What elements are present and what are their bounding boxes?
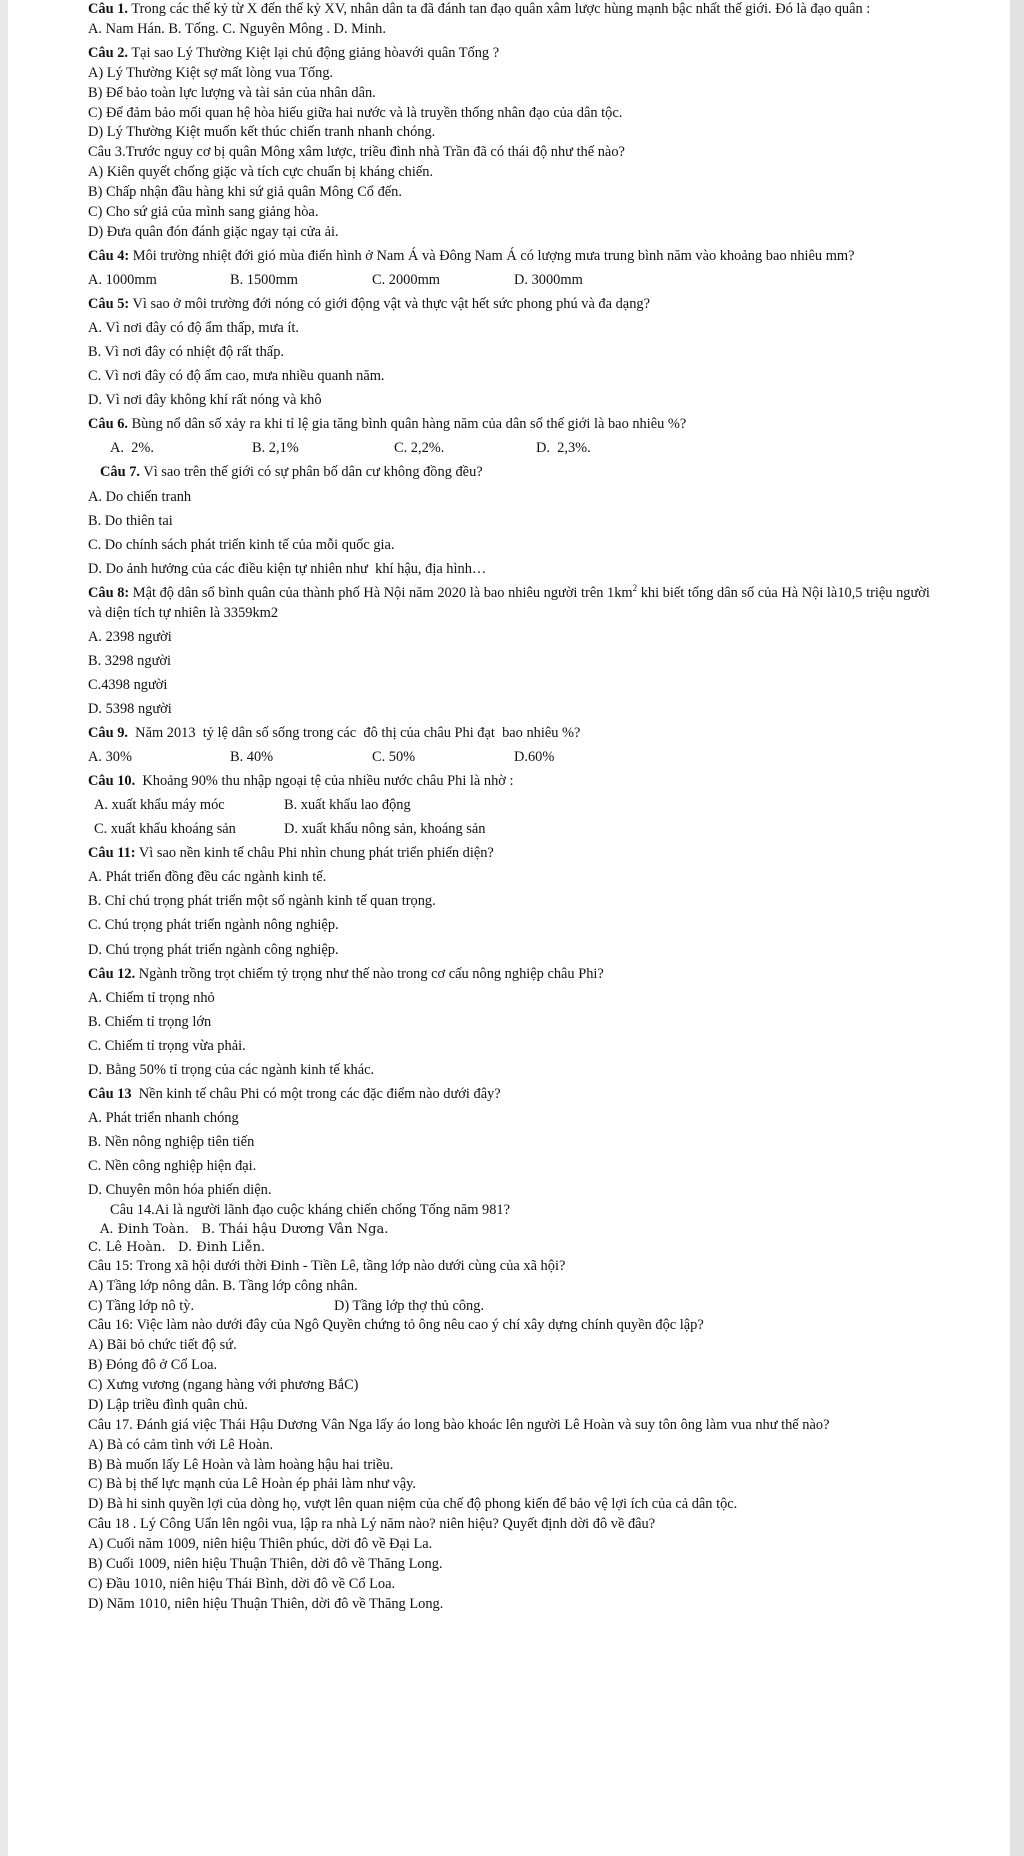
question-14-options-ab: A. Đinh Toàn. B. Thái hậu Dương Vân Nga. [100, 1221, 389, 1237]
question-16-option-b: B) Đóng đô ở Cổ Loa. [88, 1357, 218, 1374]
option-d: D. xuất khẩu nông sản, khoáng sản [284, 821, 486, 838]
option-b: B. 40% [230, 749, 274, 765]
question-9: Câu 9. Năm 2013 tỷ lệ dân số sống trong các đô thị của châu Phi đạt bao nhiêu %? [88, 724, 581, 741]
question-15-options-cd [88, 1297, 1006, 1317]
question-1-options: A. Nam Hán. B. Tống. C. Nguyên Mông . D. Minh. [88, 20, 386, 37]
option-b: B. xuất khẩu lao động [284, 797, 411, 814]
question-11-option-b: B. Chỉ chú trọng phát triển một số ngành kinh tế quan trọng. [88, 893, 436, 910]
question-13-option-c: C. Nền công nghiệp hiện đại. [88, 1158, 257, 1175]
question-17-option-d: D) Bà hi sinh quyền lợi của dòng họ, vượt lên quan niệm của chế độ phong kiến để bảo vệ lợi ích của cả dân tộc. [88, 1496, 738, 1513]
question-4: Câu 4: Môi trường nhiệt đới gió mùa điển hình ở Nam Á và Đông Nam Á có lượng mưa trung bình năm vào khoảng bao nhiêu mm? [88, 247, 855, 264]
question-18-option-d: D) Năm 1010, niên hiệu Thuận Thiên, dời đô về Thăng Long. [88, 1595, 444, 1612]
option-c: C. 50% [372, 749, 416, 765]
question-3-option-c: C) Cho sứ giả của mình sang giảng hòa. [88, 203, 319, 220]
question-5: Câu 5: Vì sao ở môi trường đới nóng có giới động vật và thực vật hết sức phong phú và đa dạng? [88, 296, 650, 312]
question-18-option-c: C) Đầu 1010, niên hiệu Thái Bình, dời đô về Cổ Loa. [88, 1575, 396, 1592]
question-16-option-c: C) Xưng vương (ngang hàng với phương BắC) [88, 1377, 359, 1393]
question-12-option-d: D. Bằng 50% tỉ trọng của các ngành kinh tế khác. [88, 1061, 375, 1078]
option-a: A. 30% [88, 749, 132, 765]
question-17-option-b: B) Bà muốn lấy Lê Hoàn và làm hoàng hậu hai triều. [88, 1456, 394, 1473]
question-15-options-ab: A) Tầng lớp nông dân. B. Tầng lớp công nhân. [88, 1277, 358, 1294]
question-8-option-a: A. 2398 người [88, 628, 172, 645]
question-2-option-b: B) Để bảo toàn lực lượng và tài sản của nhân dân. [88, 84, 376, 101]
question-3-option-b: B) Chấp nhận đầu hàng khi sứ giả quân Mông Cổ đến. [88, 184, 402, 201]
question-2-option-a: A) Lý Thường Kiệt sợ mất lòng vua Tống. [88, 64, 334, 81]
question-5-option-c: C. Vì nơi đây có độ ẩm cao, mưa nhiều quanh năm. [88, 368, 385, 385]
option-b: B. 2,1% [252, 440, 299, 457]
question-16: Câu 16: Việc làm nào dưới đây của Ngô Quyền chứng tỏ ông nêu cao ý chí xây dựng chính quyền độc lập? [88, 1317, 704, 1334]
question-17-option-a: A) Bà có cảm tình với Lê Hoàn. [88, 1436, 274, 1453]
question-12-option-b: B. Chiếm tỉ trọng lớn [88, 1013, 212, 1030]
question-8-continued: và diện tích tự nhiên là 3359km2 [88, 604, 279, 621]
question-5-option-b: B. Vì nơi đây có nhiệt độ rất thấp. [88, 344, 284, 361]
question-12-option-c: C. Chiếm tỉ trọng vừa phải. [88, 1037, 246, 1054]
question-8-option-d: D. 5398 người [88, 700, 172, 717]
question-4-options [88, 271, 1006, 291]
question-1: Câu 1. Trong các thế kỷ từ X đến thế kỷ XV, nhân dân ta đã đánh tan đạo quân xâm lược hùng mạnh bậc nhất thế giới. Đó là đạo quân : [88, 1, 871, 17]
option-d: D) Tầng lớp thợ thủ công. [334, 1297, 485, 1314]
question-3: Câu 3.Trước nguy cơ bị quân Mông xâm lược, triều đình nhà Trần đã có thái độ như thế nào? [88, 144, 625, 161]
question-8-option-c: C.4398 người [88, 676, 168, 693]
question-6-options [88, 439, 1006, 459]
question-16-option-a: A) Bãi bỏ chức tiết độ sứ. [88, 1337, 237, 1354]
question-8: Câu 8: Mật độ dân số bình quân của thành phố Hà Nội năm 2020 là bao nhiêu người trên $1km^2$ khi biết tổng dân số của Hà Nội là10,5 triệu người [88, 582, 930, 601]
question-9-options [88, 748, 1006, 768]
question-13: Câu 13 Nền kinh tế châu Phi có một trong các đặc điểm nào dưới đây? [88, 1085, 501, 1102]
question-2: Câu 2. Tại sao Lý Thường Kiệt lại chủ động giảng hòavới quân Tống ? [88, 44, 500, 61]
question-3-option-d: D) Đưa quân đón đánh giặc ngay tại cửa ải. [88, 223, 339, 240]
option-a: A. 1000mm [88, 271, 157, 288]
question-7: Câu 7. Vì sao trên thế giới có sự phân bố dân cư không đồng đều? [100, 464, 483, 481]
question-7-option-c: C. Do chính sách phát triển kinh tế của mỗi quốc gia. [88, 536, 395, 553]
question-17-option-c: C) Bà bị thế lực mạnh của Lê Hoàn ép phải làm như vậy. [88, 1476, 416, 1493]
option-d: D. 3000mm [514, 271, 583, 288]
question-6: Câu 6. Bùng nổ dân số xảy ra khi tỉ lệ gia tăng bình quân hàng năm của dân số thế giới là bao nhiêu %? [88, 416, 687, 433]
option-c: C. 2,2%. [394, 440, 445, 457]
question-14-options-cd: C. Lê Hoàn. D. Đinh Liễn. [88, 1239, 266, 1255]
question-18-option-b: B) Cuối 1009, niên hiệu Thuận Thiên, dời đô về Thăng Long. [88, 1555, 443, 1572]
question-11-option-a: A. Phát triển đồng đều các ngành kinh tế. [88, 869, 327, 886]
question-11-option-d: D. Chú trọng phát triển ngành công nghiệp. [88, 941, 339, 958]
question-18: Câu 18 . Lý Công Uẩn lên ngôi vua, lập ra nhà Lý năm nào? niên hiệu? Quyết định dời đô về đâu? [88, 1516, 656, 1533]
question-18-option-a: A) Cuối năm 1009, niên hiệu Thiên phúc, dời đô về Đại La. [88, 1536, 433, 1552]
question-10-options-cd [88, 820, 1006, 840]
question-13-option-b: B. Nền nông nghiệp tiên tiến [88, 1134, 255, 1150]
question-2-option-c: C) Để đảm bảo mối quan hệ hòa hiếu giữa hai nước và là truyền thống nhân đạo của dân tộc. [88, 104, 623, 121]
question-11: Câu 11: Vì sao nền kinh tế châu Phi nhìn chung phát triển phiến diện? [88, 845, 494, 862]
question-13-option-d: D. Chuyên môn hóa phiến diện. [88, 1182, 272, 1199]
question-7-option-a: A. Do chiến tranh [88, 488, 192, 505]
option-c: C. 2000mm [372, 271, 440, 288]
question-15: Câu 15: Trong xã hội dưới thời Đinh - Tiền Lê, tầng lớp nào dưới cùng của xã hội? [88, 1257, 566, 1274]
option-c: C. xuất khẩu khoáng sản [94, 821, 236, 838]
option-d: D. 2,3%. [536, 440, 591, 457]
option-a: A. xuất khẩu máy móc [94, 797, 225, 814]
option-b: B. 1500mm [230, 271, 298, 288]
option-d: D.60% [514, 749, 555, 765]
question-7-option-b: B. Do thiên tai [88, 512, 173, 529]
option-c: C) Tầng lớp nô tỳ. [88, 1297, 195, 1314]
question-12-option-a: A. Chiếm tỉ trọng nhỏ [88, 989, 215, 1006]
question-10-options-ab [88, 796, 1006, 816]
question-7-option-d: D. Do ảnh hưởng của các điều kiện tự nhiên như khí hậu, địa hình… [88, 560, 487, 577]
question-13-option-a: A. Phát triển nhanh chóng [88, 1109, 239, 1126]
question-11-option-c: C. Chú trọng phát triển ngành nông nghiệp. [88, 917, 339, 934]
option-a: A. 2%. [110, 440, 154, 457]
question-10: Câu 10. Khoảng 90% thu nhập ngoại tệ của nhiều nước châu Phi là nhờ : [88, 773, 514, 790]
question-14: Câu 14.Ai là người lãnh đạo cuộc kháng chiến chống Tống năm 981? [110, 1202, 511, 1218]
question-2-option-d: D) Lý Thường Kiệt muốn kết thúc chiến tranh nhanh chóng. [88, 124, 436, 141]
question-8-option-b: B. 3298 người [88, 652, 171, 669]
question-5-option-d: D. Vì nơi đây không khí rất nóng và khô [88, 392, 322, 409]
question-17: Câu 17. Đánh giá việc Thái Hậu Dương Vân Nga lấy áo long bào khoác lên người Lê Hoàn và suy tôn ông làm vua như thế nào? [88, 1416, 830, 1433]
question-16-option-d: D) Lập triều đình quân chủ. [88, 1396, 248, 1413]
question-12: Câu 12. Ngành trồng trọt chiếm tỷ trọng như thế nào trong cơ cấu nông nghiệp châu Phi? [88, 965, 604, 982]
question-5-option-a: A. Vì nơi đây có độ ẩm thấp, mưa ít. [88, 320, 299, 337]
question-3-option-a: A) Kiên quyết chống giặc và tích cực chuẩn bị kháng chiến. [88, 164, 434, 181]
